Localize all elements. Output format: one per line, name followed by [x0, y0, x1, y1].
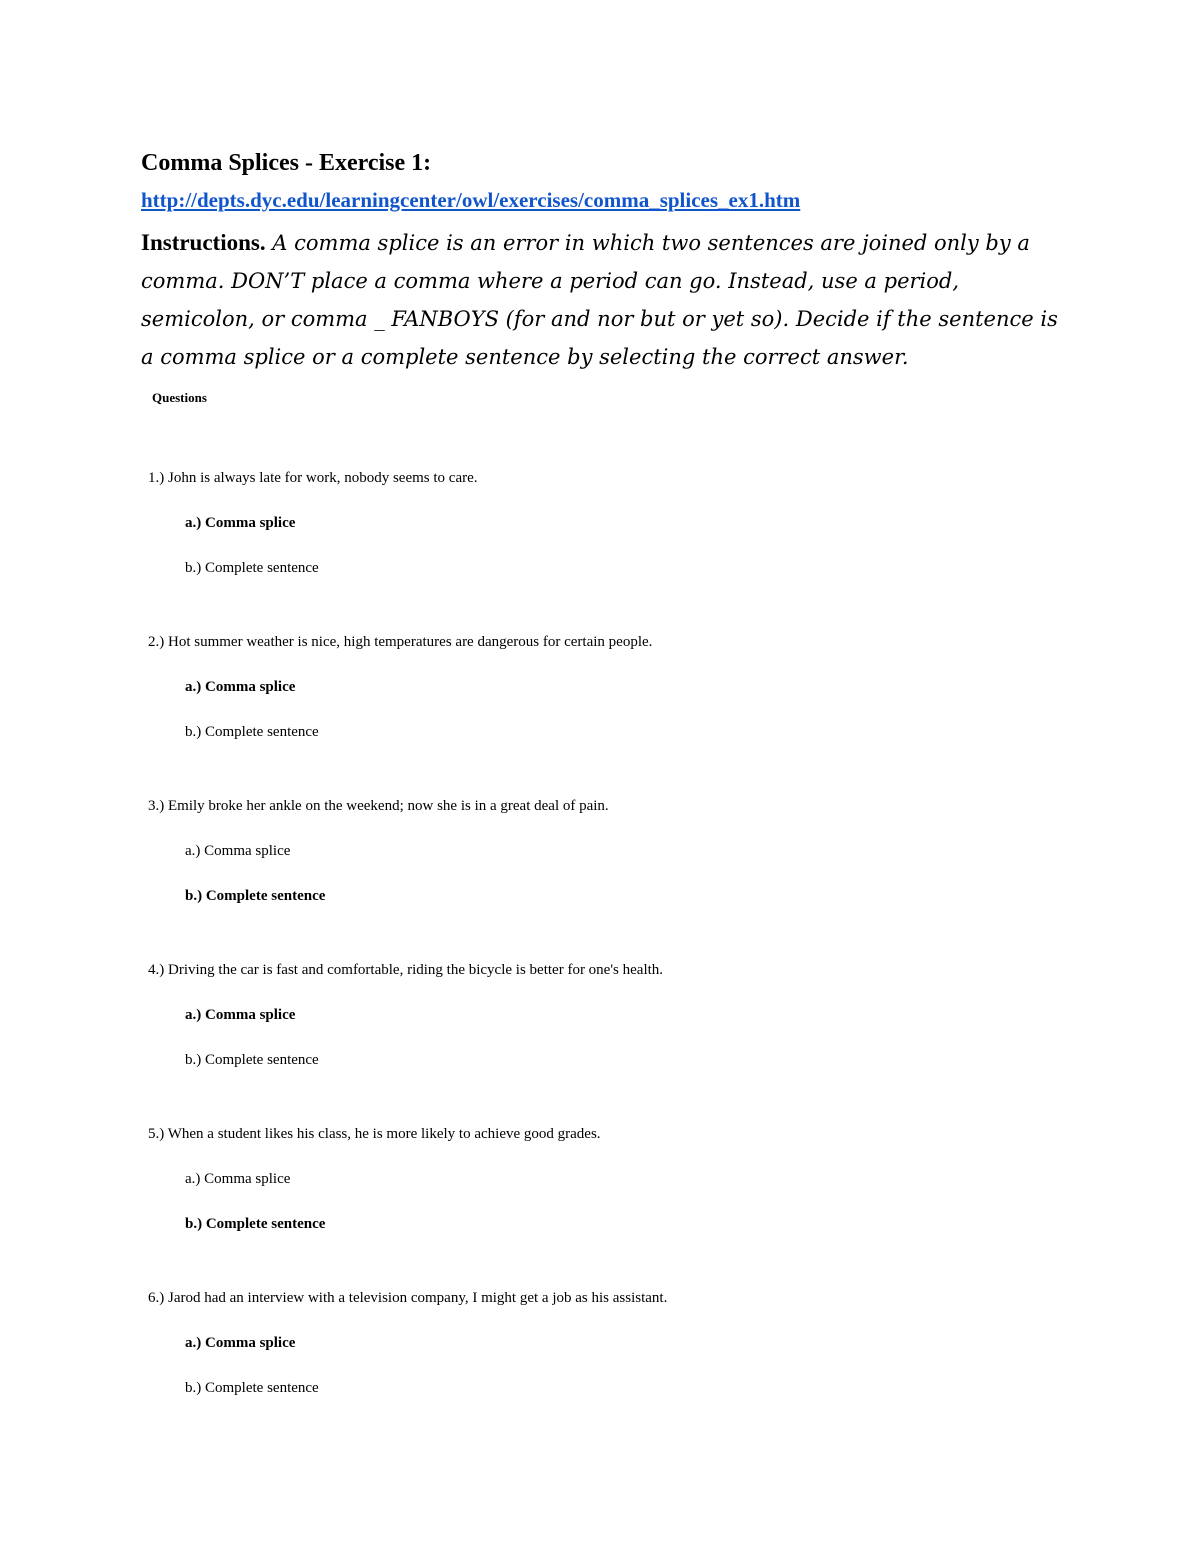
question-5-option-a[interactable]: a.) Comma splice — [185, 1171, 291, 1187]
question-6-text: 6.) Jarod had an interview with a television company, I might get a job as his assistant. — [148, 1290, 668, 1306]
question-5-text: 5.) When a student likes his class, he is more likely to achieve good grades. — [148, 1126, 601, 1142]
question-4-text: 4.) Driving the car is fast and comfortable, riding the bicycle is better for one's health. — [148, 962, 664, 978]
question-1-option-a[interactable]: a.) Comma splice — [185, 515, 296, 531]
question-6-option-a[interactable]: a.) Comma splice — [185, 1335, 296, 1351]
question-6-option-b[interactable]: b.) Complete sentence — [185, 1380, 319, 1396]
page-title: Comma Splices - Exercise 1: — [141, 150, 432, 176]
question-2-text: 2.) Hot summer weather is nice, high temperatures are dangerous for certain people. — [148, 634, 653, 650]
instructions-paragraph — [141, 224, 1071, 376]
instructions-label: Instructions. — [141, 230, 266, 255]
question-4-option-b[interactable]: b.) Complete sentence — [185, 1052, 319, 1068]
question-3-text: 3.) Emily broke her ankle on the weekend; now she is in a great deal of pain. — [148, 798, 609, 814]
question-3-option-a[interactable]: a.) Comma splice — [185, 843, 291, 859]
exercise-link[interactable]: http://depts.dyc.edu/learningcenter/owl/exercises/comma_splices_ex1.htm — [141, 188, 801, 212]
question-4-option-a[interactable]: a.) Comma splice — [185, 1007, 296, 1023]
question-5-option-b[interactable]: b.) Complete sentence — [185, 1216, 326, 1232]
question-2-option-b[interactable]: b.) Complete sentence — [185, 724, 319, 740]
question-1-text: 1.) John is always late for work, nobody seems to care. — [148, 470, 478, 486]
question-3-option-b[interactable]: b.) Complete sentence — [185, 888, 326, 904]
question-1-option-b[interactable]: b.) Complete sentence — [185, 560, 319, 576]
questions-heading: Questions — [152, 390, 207, 405]
question-2-option-a[interactable]: a.) Comma splice — [185, 679, 296, 695]
instructions-text: A comma splice is an error in which two sentences are joined only by a comma. DON’T place a comma where a period can go. Instead, use a period, semicolon, or comma _ FANBOYS (for and nor but or yet so). Decide if the sentence is a comma splice or a complete sentence by selecting the correct answer. — [141, 231, 1058, 369]
